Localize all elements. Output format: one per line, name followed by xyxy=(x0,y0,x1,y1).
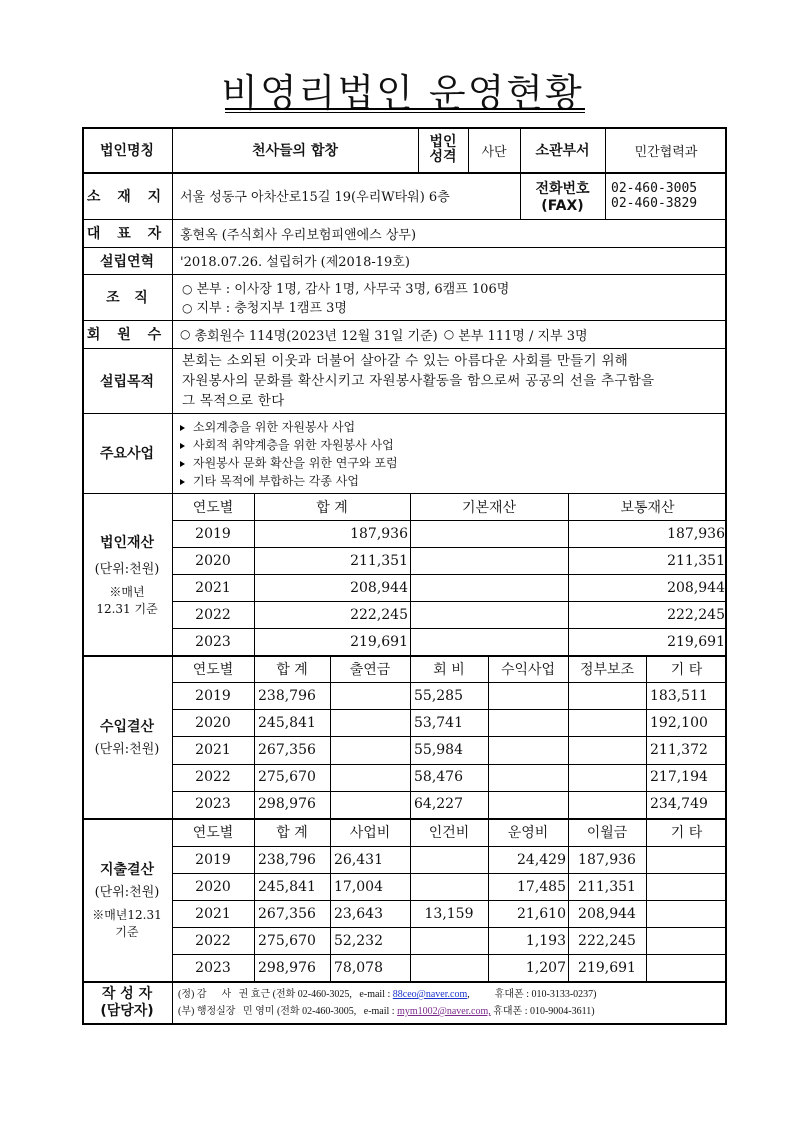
income-cell: 2021 xyxy=(195,741,231,758)
assets-cell: 187,936 xyxy=(350,525,408,542)
expense-cell: 2023 xyxy=(195,959,231,976)
expense-cell: 17,004 xyxy=(334,878,383,895)
purpose-line-1: 본회는 소외된 이웃과 더불어 살아갈 수 있는 아름다운 사회를 만들기 위해 xyxy=(182,352,629,369)
title-underline xyxy=(225,108,585,110)
expense-cell: 1,193 xyxy=(525,932,566,949)
income-cell: 2020 xyxy=(195,714,231,731)
history-value: '2018.07.26. 설립허가 (제2018-19호) xyxy=(180,255,410,270)
assets-unit: (단위:천원) xyxy=(94,561,160,577)
expense-label: 지출결산 xyxy=(99,862,155,878)
page-title: 비영리법인 운영현황 xyxy=(221,71,584,115)
organization-line-1: 본부 : 이사장 1명, 감사 1명, 사무국 3명, 6캠프 106명 xyxy=(196,282,510,297)
phone-value: 02-460-3005 xyxy=(611,180,698,196)
fax-value: 02-460-3829 xyxy=(611,195,698,211)
income-cell: 55,984 xyxy=(414,741,463,758)
assets-cell xyxy=(410,520,568,547)
income-cell xyxy=(488,764,568,791)
main-business-label: 주요사업 xyxy=(99,446,155,462)
income-cell: 192,100 xyxy=(650,714,708,731)
income-cell xyxy=(568,791,646,818)
expense-cell: 21,610 xyxy=(517,905,566,922)
purpose-line-3: 그 목적으로 한다 xyxy=(182,392,285,409)
expense-note-2: 기준 xyxy=(115,925,139,939)
expense-header: 기 타 xyxy=(670,825,703,841)
writer-label: 작 성 자 xyxy=(101,986,153,1002)
income-cell: 245,841 xyxy=(258,714,316,731)
representative-value: 홍현옥 (주식회사 우리보험피앤에스 상무) xyxy=(180,227,417,243)
assets-cell: 219,691 xyxy=(667,633,725,650)
expense-cell: 24,429 xyxy=(517,851,566,868)
address-value: 서울 성동구 아차산로15길 19(우리W타워) 6층 xyxy=(180,190,450,205)
email-link[interactable]: 88ceo@naver.com xyxy=(392,989,468,1000)
expense-cell: 2019 xyxy=(195,851,231,868)
triangle-bullet-icon xyxy=(180,479,185,485)
expense-cell: 208,944 xyxy=(578,905,636,922)
expense-header: 사업비 xyxy=(349,825,391,841)
income-cell xyxy=(488,736,568,763)
income-cell: 53,741 xyxy=(414,714,463,731)
expense-cell xyxy=(410,954,488,981)
income-header: 합 계 xyxy=(276,661,308,678)
income-header: 정부보조 xyxy=(579,661,635,678)
assets-header: 기본재산 xyxy=(461,499,517,516)
assets-cell: 208,944 xyxy=(350,579,408,596)
corp-nature-label: 법인 성격 xyxy=(429,134,457,165)
income-cell: 58,476 xyxy=(414,769,463,786)
income-cell: 234,749 xyxy=(650,796,708,813)
income-label: 수입결산 xyxy=(99,719,155,735)
assets-note-2: 12.31 기준 xyxy=(96,601,158,616)
expense-cell xyxy=(646,873,727,900)
income-cell xyxy=(330,682,410,709)
title-underline-thin xyxy=(225,112,585,113)
address-label: 소 재 지 xyxy=(86,188,168,205)
expense-cell xyxy=(410,927,488,954)
triangle-bullet-icon xyxy=(180,425,185,431)
circle-bullet-icon: ○ xyxy=(180,327,191,341)
assets-cell: 211,351 xyxy=(350,552,408,569)
expense-cell: 267,356 xyxy=(258,905,316,922)
assets-cell xyxy=(410,547,568,574)
expense-cell: 13,159 xyxy=(424,905,474,922)
income-header: 출연금 xyxy=(349,661,391,678)
income-cell: 55,285 xyxy=(414,687,463,704)
expense-header: 합 계 xyxy=(276,825,308,841)
expense-cell: 2020 xyxy=(195,878,231,895)
expense-cell xyxy=(410,846,488,873)
income-cell xyxy=(568,682,646,709)
expense-cell: 222,245 xyxy=(578,932,636,949)
income-cell: 275,670 xyxy=(258,769,316,786)
representative-label: 대 표 자 xyxy=(86,226,168,242)
income-cell xyxy=(568,764,646,791)
income-header: 기 타 xyxy=(670,661,703,678)
income-cell: 211,372 xyxy=(650,741,708,758)
list-item: 자원봉사 문화 확산을 위한 연구와 포럼 xyxy=(180,454,398,471)
expense-cell: 2022 xyxy=(195,932,231,949)
assets-cell xyxy=(410,574,568,601)
income-unit: (단위:천원) xyxy=(94,742,160,757)
income-cell: 2023 xyxy=(195,796,231,813)
assets-cell: 2019 xyxy=(195,525,231,542)
history-label: 설립연혁 xyxy=(99,253,155,270)
income-cell xyxy=(330,709,410,736)
income-cell xyxy=(330,791,410,818)
dept-label: 소관부서 xyxy=(535,143,590,159)
income-cell xyxy=(488,709,568,736)
assets-cell: 219,691 xyxy=(350,633,408,650)
income-header: 연도별 xyxy=(192,661,234,678)
fax-label: (FAX) xyxy=(541,197,584,214)
writer-line-2: (부) 행정실장 민 영미 (전화 02-460-3005, e-mail : mym1002@naver.com, 휴대폰 : 010-9004-3611) xyxy=(178,1006,595,1017)
income-cell xyxy=(330,736,410,763)
expense-unit: (단위:천원) xyxy=(94,885,160,900)
assets-cell: 2023 xyxy=(195,633,231,650)
income-cell xyxy=(568,736,646,763)
list-item: 소외계층을 위한 자원봉사 사업 xyxy=(180,418,355,435)
expense-header: 인건비 xyxy=(428,825,470,841)
corp-name-label: 법인명칭 xyxy=(99,143,155,159)
triangle-bullet-icon xyxy=(180,461,185,467)
income-cell: 267,356 xyxy=(258,741,316,758)
income-header: 수익사업 xyxy=(500,661,556,678)
expense-cell: 52,232 xyxy=(334,932,383,949)
list-item: 사회적 취약계층을 위한 자원봉사 사업 xyxy=(180,436,394,453)
purpose-label: 설립목적 xyxy=(99,373,155,390)
expense-cell xyxy=(646,954,727,981)
expense-cell: 238,796 xyxy=(258,851,316,868)
assets-header: 보통재산 xyxy=(620,499,675,516)
expense-cell: 78,078 xyxy=(334,959,383,976)
assets-cell: 211,351 xyxy=(667,552,725,569)
circle-bullet-icon: ○ xyxy=(182,301,193,315)
circle-bullet-icon: ○ xyxy=(182,282,193,296)
writer-line-1: (정) 감 사 권 효근 (전화 02-460-3025, e-mail : 88ceo@naver.com, 휴대폰 : 010-3133-0237) xyxy=(178,989,597,1000)
assets-cell: 2021 xyxy=(195,579,231,596)
purpose-line-2: 자원봉사의 문화를 확산시키고 자원봉사활동을 함으로써 공공의 선을 추구함을 xyxy=(182,372,655,389)
expense-cell: 219,691 xyxy=(578,959,636,976)
expense-header: 이월금 xyxy=(586,825,628,841)
expense-header: 운영비 xyxy=(507,825,549,841)
list-item: 기타 목적에 부합하는 각종 사업 xyxy=(180,472,359,489)
expense-note-1: ※매년12.31 xyxy=(92,908,162,922)
expense-cell: 298,976 xyxy=(258,959,316,976)
income-cell: 217,194 xyxy=(650,769,708,786)
income-header: 회 비 xyxy=(433,661,465,678)
members-label: 회 원 수 xyxy=(86,327,168,343)
assets-cell: 187,936 xyxy=(667,525,725,542)
income-cell: 238,796 xyxy=(258,687,316,704)
expense-header: 연도별 xyxy=(192,825,234,841)
income-cell: 183,511 xyxy=(650,687,708,704)
triangle-bullet-icon xyxy=(180,443,185,449)
expense-cell: 26,431 xyxy=(334,851,383,868)
assets-cell: 208,944 xyxy=(667,579,725,596)
expense-cell: 245,841 xyxy=(258,878,316,895)
assets-header: 합 계 xyxy=(316,499,348,516)
email-link[interactable]: mym1002@naver.com, xyxy=(397,1006,491,1017)
expense-cell xyxy=(410,873,488,900)
expense-cell xyxy=(646,846,727,873)
income-cell: 64,227 xyxy=(414,796,463,813)
members-breakdown: 본부 111명 / 지부 3명 xyxy=(458,328,588,344)
assets-cell xyxy=(410,601,568,628)
income-cell xyxy=(488,682,568,709)
expense-cell: 275,670 xyxy=(258,932,316,949)
assets-cell: 222,245 xyxy=(667,606,725,623)
expense-cell: 211,351 xyxy=(578,878,636,895)
organization-label: 조 직 xyxy=(106,290,148,306)
assets-label: 법인재산 xyxy=(99,534,155,551)
income-cell xyxy=(330,764,410,791)
income-cell: 2019 xyxy=(195,687,231,704)
expense-cell: 1,207 xyxy=(525,959,566,976)
expense-cell xyxy=(646,927,727,954)
expense-cell: 2021 xyxy=(195,905,231,922)
writer-sublabel: (담당자) xyxy=(100,1003,154,1019)
expense-cell: 187,936 xyxy=(578,851,636,868)
expense-cell: 23,643 xyxy=(334,905,383,922)
phone-label: 전화번호 xyxy=(535,180,590,197)
expense-cell xyxy=(646,900,727,927)
assets-cell xyxy=(410,628,568,655)
corp-name-value: 천사들의 합창 xyxy=(251,143,339,159)
income-cell: 298,976 xyxy=(258,796,316,813)
assets-note-1: ※매년 xyxy=(109,584,145,599)
members-total: 총회원수 114명(2023년 12월 31일 기준) xyxy=(194,328,438,344)
expense-cell: 17,485 xyxy=(517,878,566,895)
income-cell: 2022 xyxy=(195,769,231,786)
corp-nature-value: 사단 xyxy=(481,144,507,160)
income-cell xyxy=(568,709,646,736)
assets-cell: 222,245 xyxy=(350,606,408,623)
organization-line-2: 지부 : 충청지부 1캠프 3명 xyxy=(196,301,347,316)
assets-header: 연도별 xyxy=(192,499,234,516)
dept-value: 민간협력과 xyxy=(634,144,698,160)
circle-bullet-icon: ○ xyxy=(443,327,455,341)
assets-cell: 2022 xyxy=(195,606,231,623)
assets-cell: 2020 xyxy=(195,552,231,569)
income-cell xyxy=(488,791,568,818)
